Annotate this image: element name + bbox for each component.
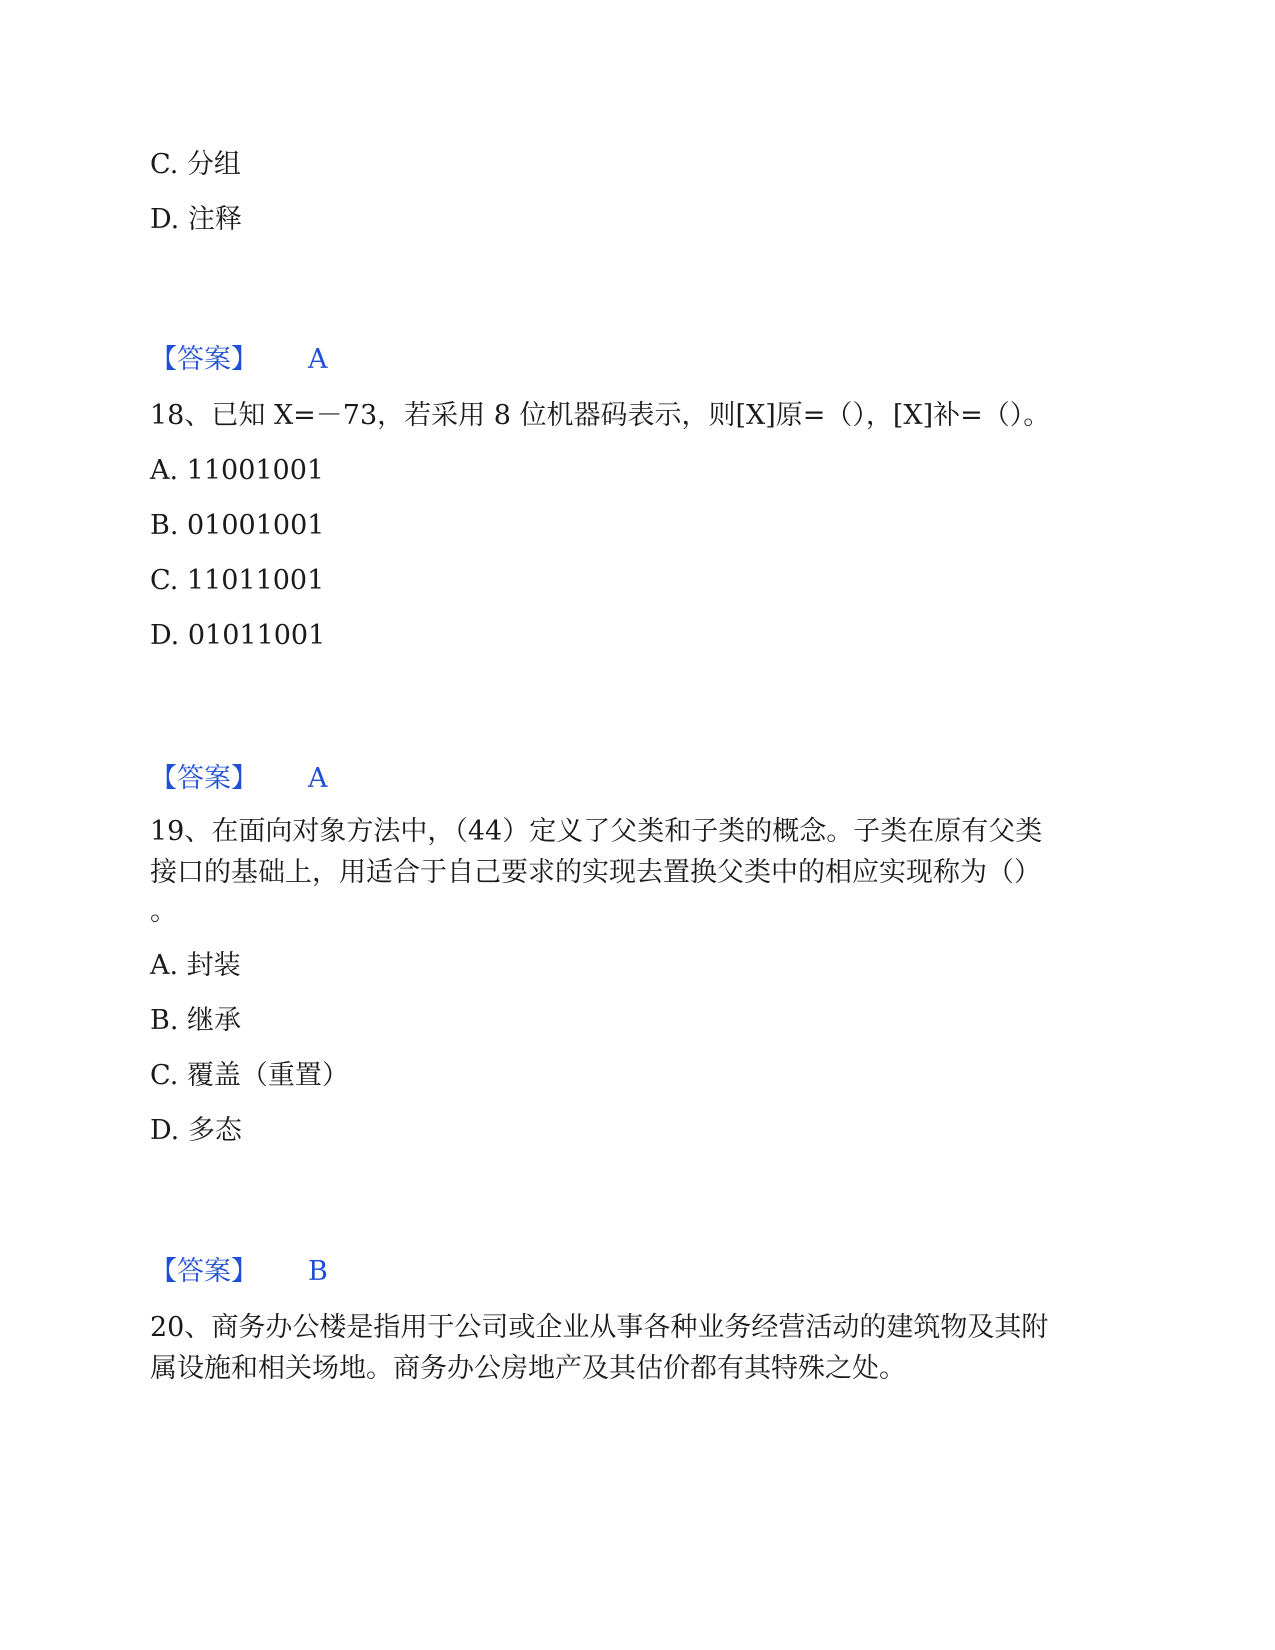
option-b-q19: B. 继承 — [150, 1005, 242, 1036]
answer-label: 【答案】 — [150, 1256, 258, 1287]
answer-row-q18 — [150, 759, 328, 799]
option-a-q18: A. 11001001 — [150, 455, 325, 486]
question-19-stem-line1: 19、在面向对象方法中，（44）定义了父类和子类的概念。子类在原有父类 — [150, 816, 1043, 847]
option-d-q19: D. 多态 — [150, 1115, 242, 1146]
option-d-q18: D. 01011001 — [150, 620, 326, 651]
option-b-q18: B. 01001001 — [150, 510, 325, 541]
question-19-stem-line3: 。 — [150, 896, 177, 927]
option-c-q19: C. 覆盖（重置） — [150, 1060, 349, 1091]
answer-value-q19: B — [308, 1256, 328, 1287]
answer-value-q17: A — [308, 344, 328, 375]
option-a-q19: A. 封装 — [150, 950, 241, 981]
answer-label: 【答案】 — [150, 763, 258, 794]
question-19-stem-line2: 接口的基础上，用适合于自己要求的实现去置换父类中的相应实现称为（） — [150, 857, 1041, 888]
question-20-stem-line2: 属设施和相关场地。商务办公房地产及其估价都有其特殊之处。 — [150, 1353, 906, 1384]
option-c-q17: C. 分组 — [150, 149, 241, 180]
answer-value-q18: A — [308, 763, 328, 794]
answer-row-q19 — [150, 1252, 328, 1292]
option-d-q17: D. 注释 — [150, 204, 242, 235]
option-c-q18: C. 11011001 — [150, 565, 325, 596]
answer-row-q17 — [150, 340, 328, 380]
question-18-stem: 18、已知 X=－73，若采用 8 位机器码表示，则[X]原=（），[X]补=（）。 — [150, 400, 1051, 431]
question-20-stem-line1: 20、商务办公楼是指用于公司或企业从事各种业务经营活动的建筑物及其附 — [150, 1312, 1049, 1343]
answer-label: 【答案】 — [150, 344, 258, 375]
